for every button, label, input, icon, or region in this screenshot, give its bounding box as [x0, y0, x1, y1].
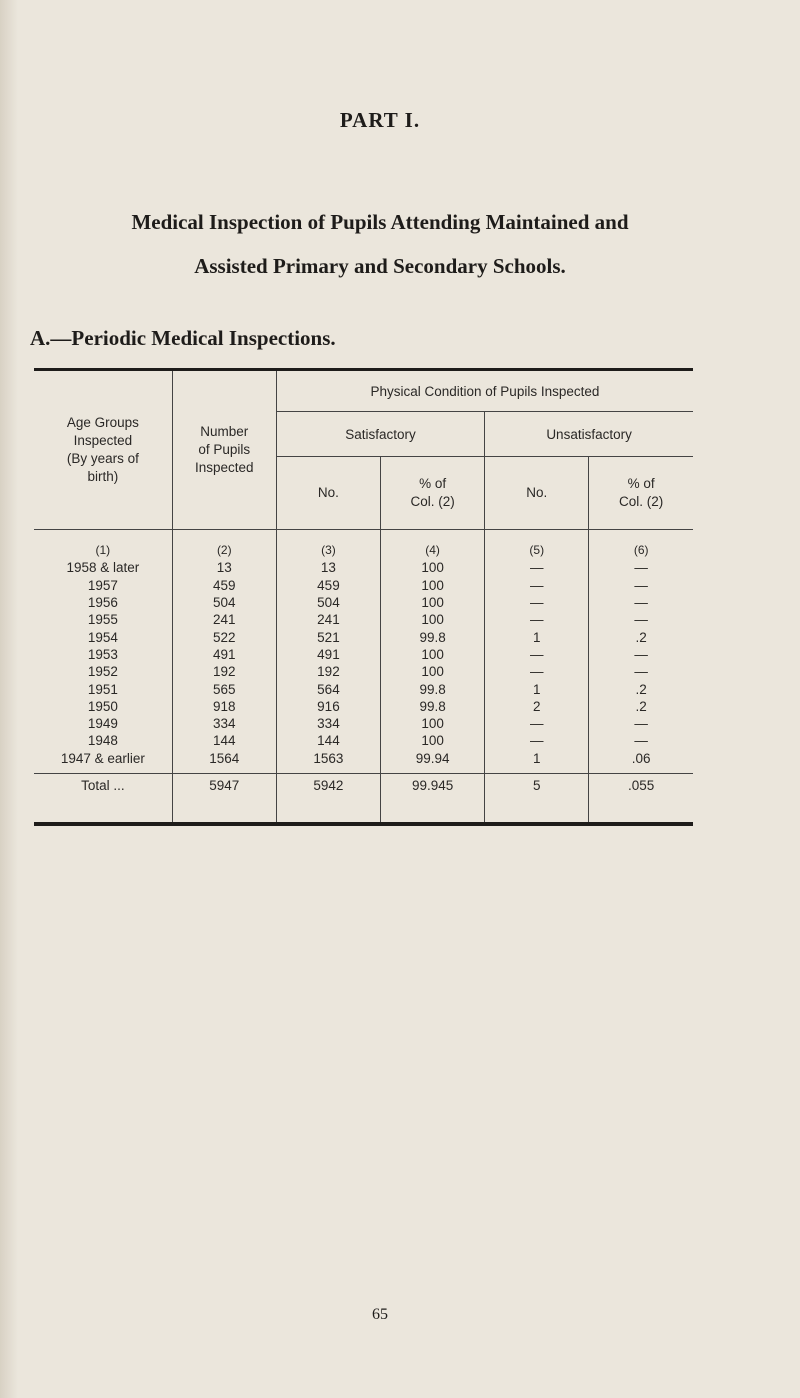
table-row: 1956 504 504 100 — — [34, 594, 693, 611]
unsatisfactory-header: Unsatisfactory [485, 412, 693, 457]
total-inspected: 5947 [172, 773, 276, 824]
number-inspected-header: Number of Pupils Inspected [172, 370, 276, 530]
table-row: 1947 & earlier 1564 1563 99.94 1 .06 [34, 750, 693, 774]
total-unsatisfactory-no: 5 [485, 773, 589, 824]
total-label: Total ... [34, 773, 172, 824]
total-row [34, 773, 693, 824]
satisfactory-no-header: No. [276, 457, 380, 530]
heading-line-1: Medical Inspection of Pupils Attending Maintained and [131, 210, 629, 234]
table-row: 1949 334 334 100 — — [34, 715, 693, 732]
table-row: 1948 144 144 100 — — [34, 732, 693, 749]
total-unsatisfactory-pct: .055 [589, 773, 693, 824]
table-row: 1957 459 459 100 — — [34, 577, 693, 594]
total-satisfactory-pct: 99.945 [381, 773, 485, 824]
age-groups-header: Age Groups Inspected (By years of birth) [34, 370, 172, 530]
section-title: A.—Periodic Medical Inspections. [30, 326, 336, 350]
physical-condition-header: Physical Condition of Pupils Inspected [276, 370, 693, 412]
page-number: 65 [372, 1306, 388, 1323]
heading-line-2: Assisted Primary and Secondary Schools. [194, 254, 566, 278]
unsatisfactory-pct-header: % of Col. (2) [589, 457, 693, 530]
table-row: 1952 192 192 100 — — [34, 663, 693, 680]
table-row: 1951 565 564 99.8 1 .2 [34, 680, 693, 697]
column-number: (6) [589, 530, 693, 560]
satisfactory-header: Satisfactory [276, 412, 484, 457]
table-row: 1954 522 521 99.8 1 .2 [34, 628, 693, 645]
column-number: (3) [276, 530, 380, 560]
unsatisfactory-no-header: No. [485, 457, 589, 530]
column-number: (2) [172, 530, 276, 560]
table-row: 1958 & later 13 13 100 — — [34, 559, 693, 576]
table-row: 1953 491 491 100 — — [34, 646, 693, 663]
column-number-row [34, 530, 693, 560]
table-row: 1955 241 241 100 — — [34, 611, 693, 628]
column-number: (4) [381, 530, 485, 560]
satisfactory-pct-header: % of Col. (2) [381, 457, 485, 530]
table-row: 1950 918 916 99.8 2 .2 [34, 698, 693, 715]
column-number: (5) [485, 530, 589, 560]
page-heading [30, 200, 730, 288]
page-edge-shadow [0, 0, 18, 1398]
total-satisfactory-no: 5942 [276, 773, 380, 824]
column-number: (1) [95, 543, 111, 558]
inspection-table [34, 368, 693, 826]
part-title: PART I. [339, 108, 421, 132]
